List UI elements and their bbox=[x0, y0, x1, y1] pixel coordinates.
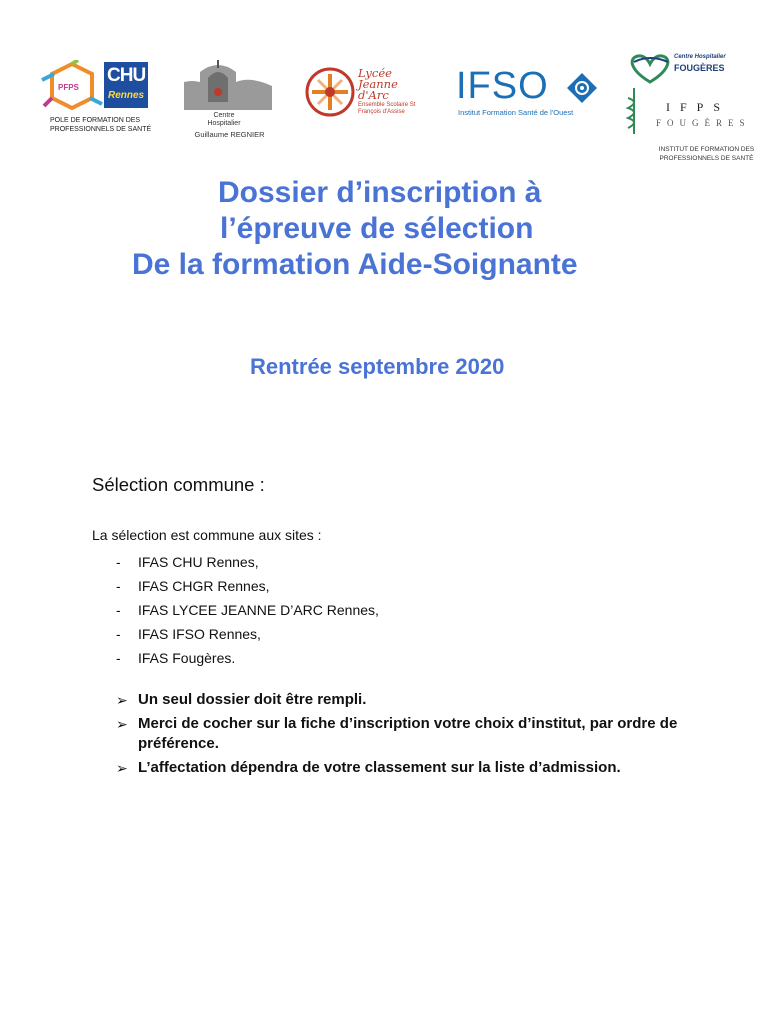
list-item: - IFAS CHGR Rennes, bbox=[116, 578, 270, 594]
logo-header bbox=[0, 0, 770, 170]
list-item: - IFAS CHU Rennes, bbox=[116, 554, 259, 570]
pfps-label: PFPS bbox=[58, 83, 79, 92]
note-text: Merci de cocher sur la fiche d’inscription votre choix d’institut, par ordre de préférence. bbox=[138, 715, 678, 752]
chgr-name: Guillaume REGNIER bbox=[194, 130, 265, 139]
chu-caption: POLE DE FORMATION DES PROFESSIONNELS DE SANTÉ bbox=[50, 117, 152, 133]
arrow-bullet-icon: ➢ bbox=[116, 692, 128, 708]
notes-list bbox=[116, 690, 716, 782]
list-item: - IFAS LYCEE JEANNE D’ARC Rennes, bbox=[116, 602, 379, 618]
ifso-label: IFSO bbox=[456, 65, 549, 107]
caduceus-icon bbox=[624, 86, 644, 136]
site-list bbox=[116, 550, 379, 670]
list-item bbox=[116, 758, 716, 778]
lycee-title bbox=[358, 68, 398, 101]
chgr-logo bbox=[178, 58, 278, 142]
list-item bbox=[116, 690, 716, 710]
lycee-emblem-icon bbox=[304, 66, 356, 118]
site-label: IFAS CHU Rennes, bbox=[138, 554, 259, 570]
chu-badge bbox=[104, 62, 148, 108]
chgr-line2: Hospitalier bbox=[207, 120, 241, 127]
chu-rennes-logo bbox=[40, 58, 160, 138]
site-label: IFAS CHGR Rennes, bbox=[138, 578, 270, 594]
ifps-caption: INSTITUT DE FORMATION DES PROFESSIONNELS DE SANTÉ bbox=[658, 146, 755, 162]
ifso-diamond-icon bbox=[566, 72, 598, 104]
ifps-fougeres-logo bbox=[622, 50, 767, 165]
ifps-city: FOUGÈRES bbox=[656, 118, 751, 128]
note-text: Un seul dossier doit être rempli. bbox=[138, 691, 367, 708]
lycee-line1: Lycée bbox=[358, 66, 392, 80]
note-text: L’affectation dépendra de votre classement sur la liste d’admission. bbox=[138, 759, 621, 776]
site-label: IFAS LYCEE JEANNE D’ARC Rennes, bbox=[138, 602, 379, 618]
list-item: - IFAS IFSO Rennes, bbox=[116, 626, 261, 642]
site-label: IFAS Fougères. bbox=[138, 650, 236, 666]
list-item: - IFAS Fougères. bbox=[116, 650, 236, 666]
chu-city: Rennes bbox=[108, 90, 145, 101]
chgr-building-icon bbox=[178, 58, 278, 112]
arrow-bullet-icon: ➢ bbox=[116, 760, 128, 776]
intro-text: La sélection est commune aux sites : bbox=[92, 527, 322, 543]
ifso-subtitle: Institut Formation Santé de l'Ouest bbox=[458, 108, 574, 117]
lycee-jeanne-darc-logo bbox=[304, 64, 434, 124]
ch-fougeres-label: Centre Hospitalier bbox=[674, 54, 726, 60]
ch-fougeres-city: FOUGÈRES bbox=[674, 63, 725, 73]
arrow-bullet-icon: ➢ bbox=[116, 716, 128, 732]
page-title-line1: Dossier d’inscription à bbox=[218, 176, 542, 209]
page-title-line3: De la formation Aide-Soignante bbox=[132, 248, 578, 281]
lycee-line2: Jeanne bbox=[358, 77, 398, 91]
chgr-label bbox=[184, 112, 264, 128]
chu-label: CHU bbox=[107, 65, 146, 86]
lycee-subtitle: Ensemble Scolaire St François d'Assise bbox=[358, 102, 416, 115]
site-label: IFAS IFSO Rennes, bbox=[138, 626, 261, 642]
lycee-line3: d'Arc bbox=[358, 88, 389, 102]
page-title-line2: l’épreuve de sélection bbox=[220, 212, 534, 245]
list-item bbox=[116, 714, 716, 754]
rentree-subtitle: Rentrée septembre 2020 bbox=[250, 354, 505, 379]
ch-fougeres-heart-icon bbox=[626, 52, 674, 86]
ifso-logo bbox=[456, 64, 604, 124]
section-heading: Sélection commune : bbox=[92, 474, 265, 495]
ifps-label: IFPS bbox=[666, 100, 731, 114]
chgr-line1: Centre bbox=[213, 112, 235, 119]
